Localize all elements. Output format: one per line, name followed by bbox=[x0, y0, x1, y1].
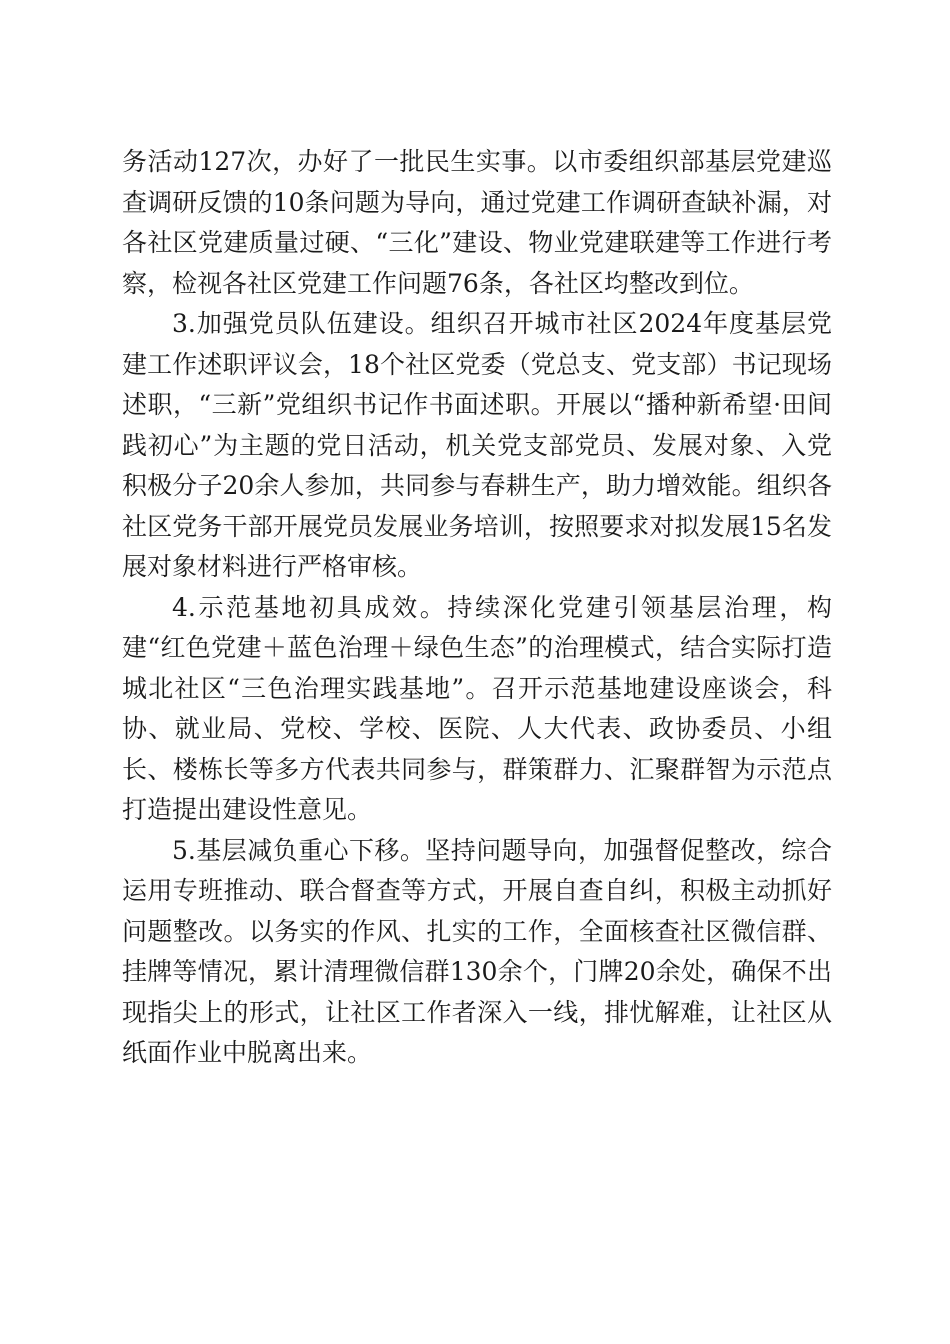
paragraph-continuation: 务活动127次，办好了一批民生实事。以市委组织部基层党建巡查调研反馈的10条问题为导向，通过党建工作调研查缺补漏，对各社区党建质量过硬、“三化”建设、物业党建联建等工作进行考察，检视各社区党建工作问题76条，各社区均整改到位。 bbox=[122, 147, 832, 298]
paragraph-demonstration-base: 4.示范基地初具成效。持续深化党建引领基层治理，构建“红色党建＋蓝色治理＋绿色生态”的治理模式，结合实际打造城北社区“三色治理实践基地”。召开示范基地建设座谈会，科协、就业局、党校、学校、医院、人大代表、政协委员、小组长、楼栋长等多方代表共同参与，群策群力、汇聚群智为示范点打造提出建设性意见。 bbox=[122, 592, 832, 824]
document-body bbox=[122, 142, 832, 1074]
paragraph-burden-reduction: 5.基层减负重心下移。坚持问题导向，加强督促整改，综合运用专班推动、联合督查等方式，开展自查自纠，积极主动抓好问题整改。以务实的作风、扎实的工作，全面核查社区微信群、挂牌等情况，累计清理微信群130余个，门牌20余处，确保不出现指尖上的形式，让社区工作者深入一线，排忧解难，让社区从纸面作业中脱离出来。 bbox=[122, 835, 832, 1067]
paragraph-party-member-team: 3.加强党员队伍建设。组织召开城市社区2024年度基层党建工作述职评议会，18个社区党委（党总支、党支部）书记现场述职，“三新”党组织书记作书面述职。开展以“播种新希望·田间践初心”为主题的党日活动，机关党支部党员、发展对象、入党积极分子20余人参加，共同参与春耕生产，助力增效能。组织各社区党务干部开展党员发展业务培训，按照要求对拟发展15名发展对象材料进行严格审核。 bbox=[122, 309, 832, 581]
